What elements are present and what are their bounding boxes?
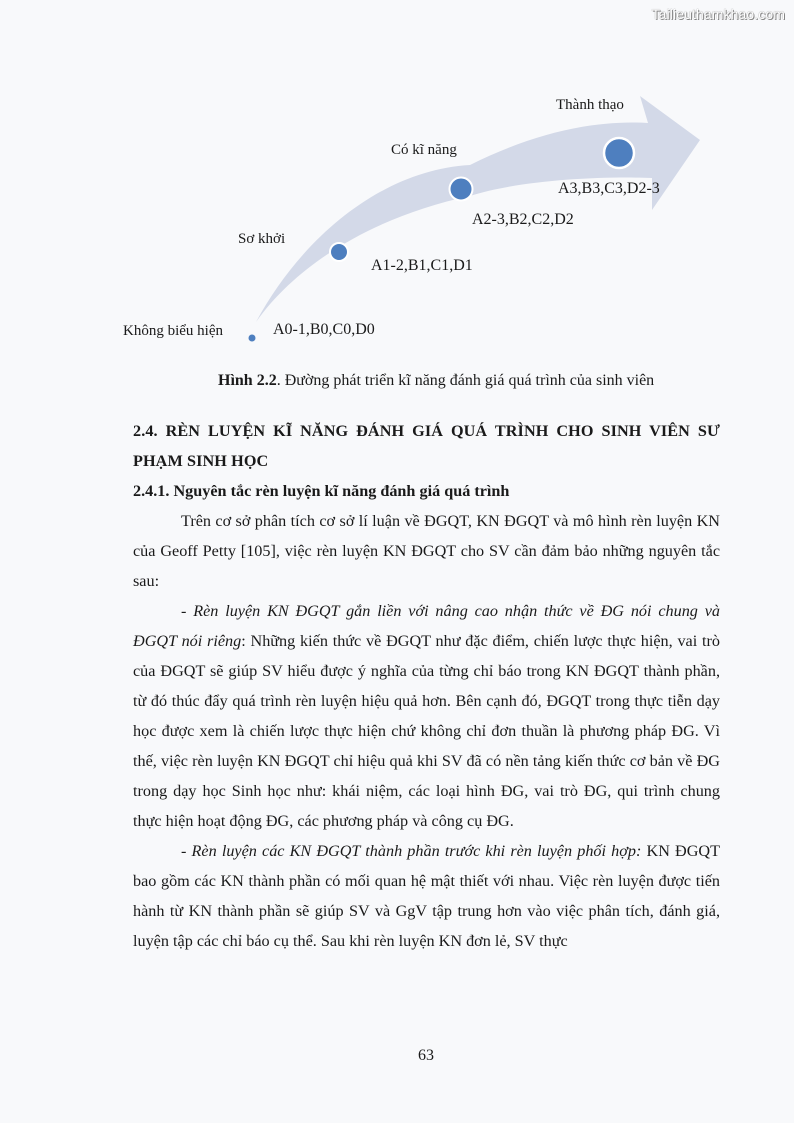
watermark: Tailieuthamkhao.com	[651, 6, 785, 22]
stage-dot-1	[330, 243, 348, 261]
figure-caption-text: . Đường phát triển kĩ năng đánh giá quá trình của sinh viên	[276, 372, 655, 389]
stage-code-1: A1-2,B1,C1,D1	[371, 257, 473, 274]
stage-label-3: Thành thạo	[556, 97, 624, 113]
principle-2-text: KN ĐGQT bao gồm các KN thành phần có mối quan hệ mật thiết với nhau. Việc rèn luyện được tiến hành từ KN thành phần sẽ giúp SV và GgV tập trung hơn vào việc phân tích, đánh giá, luyện tập các chỉ báo cụ thể. Sau khi rèn luyện KN đơn lẻ, SV thực	[133, 842, 720, 950]
figure-caption	[218, 372, 654, 390]
principle-1-text: : Những kiến thức về ĐGQT như đặc điểm, chiến lược thực hiện, vai trò của ĐGQT sẽ giúp SV hiểu được ý nghĩa của từng chỉ báo trong KN ĐGQT thành phần, từ đó thúc đẩy quá trình rèn luyện hiệu quả hơn. Bên cạnh đó, ĐGQT trong thực tiễn dạy học được xem là chiến lược thực hiện chứ không chỉ đơn thuần là phương pháp ĐG. Vì thế, việc rèn luyện KN ĐGQT chỉ hiệu quả khi SV đã có nền tảng kiến thức cơ bản về ĐG trong dạy học Sinh học như: khái niệm, các loại hình ĐG, vai trò ĐG, qui trình chung thực hiện hoạt động ĐG, các phương pháp và công cụ ĐG.	[133, 632, 720, 830]
curved-arrow-shape	[256, 96, 700, 322]
stage-code-3: A3,B3,C3,D2-3	[558, 180, 660, 197]
section-heading: 2.4. RÈN LUYỆN KĨ NĂNG ĐÁNH GIÁ QUÁ TRÌNH CHO SINH VIÊN SƯ PHẠM SINH HỌC	[133, 422, 720, 470]
stage-label-0: Không biểu hiện	[123, 323, 223, 339]
page-number: 63	[418, 1047, 434, 1064]
paragraph-intro	[133, 506, 720, 596]
stage-code-0: A0-1,B0,C0,D0	[273, 321, 375, 338]
stage-label-1: Sơ khởi	[238, 231, 286, 247]
principle-2-title: - Rèn luyện các KN ĐGQT thành phần trước khi rèn luyện phối hợp:	[181, 842, 642, 860]
stage-dot-3	[604, 138, 634, 168]
stage-code-2: A2-3,B2,C2,D2	[472, 211, 574, 228]
skill-development-figure	[0, 0, 794, 360]
stage-dot-0	[249, 335, 256, 342]
principle-1-title: - Rèn luyện KN ĐGQT gắn liền với nâng cao nhận thức về ĐG nói chung và ĐGQT nói riêng	[133, 602, 720, 650]
curved-arrow-diagram	[0, 0, 794, 360]
subsection-heading: 2.4.1. Nguyên tắc rèn luyện kĩ năng đánh giá quá trình	[133, 482, 510, 500]
section-content	[133, 416, 720, 956]
stage-dot-2	[450, 178, 473, 201]
figure-number: Hình 2.2	[218, 372, 277, 389]
paragraph-principle-2	[133, 836, 720, 956]
stage-label-2: Có kĩ năng	[391, 142, 457, 158]
paragraph-principle-1	[133, 596, 720, 836]
paragraph-intro-text: Trên cơ sở phân tích cơ sở lí luận về ĐGQT, KN ĐGQT và mô hình rèn luyện KN của Geoff Petty [105], việc rèn luyện KN ĐGQT cho SV cần đảm bảo những nguyên tắc sau:	[133, 512, 720, 590]
